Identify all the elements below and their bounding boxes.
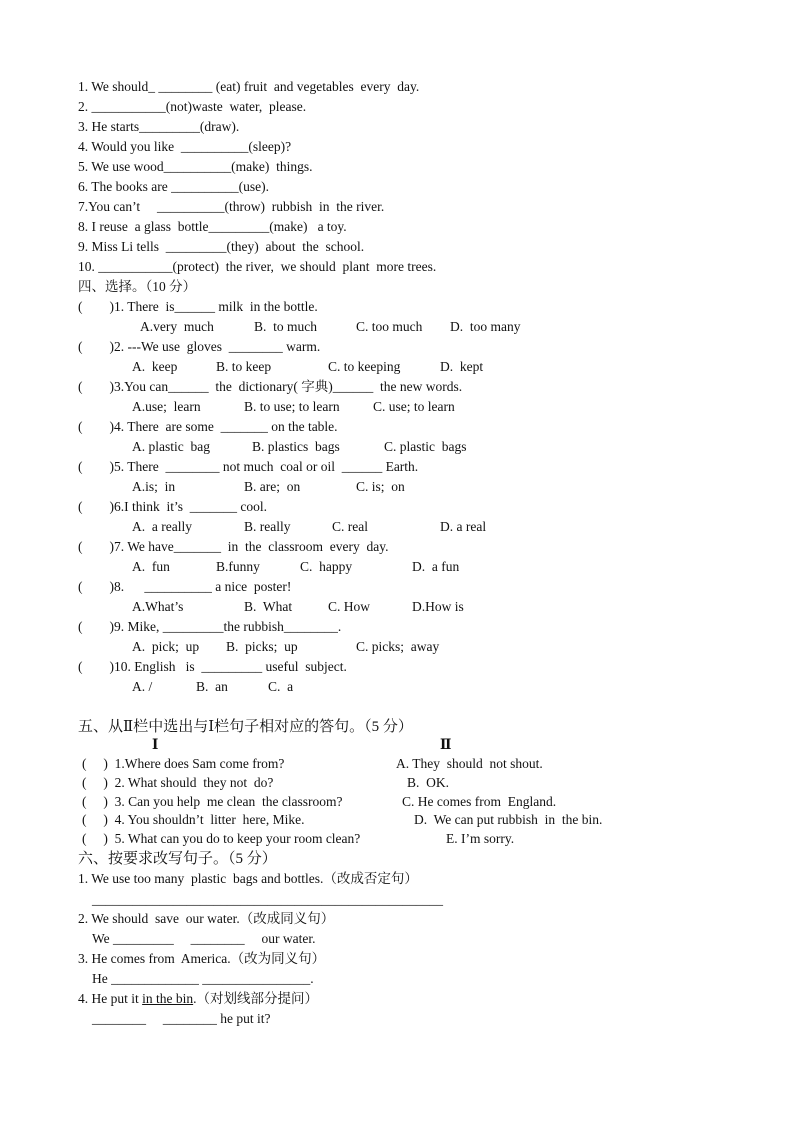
fill-in-item-7: 7.You can’t __________(throw) rubbish in the river. [78,199,385,214]
fill-in-item-4: 4. Would you like __________(sleep)? [78,139,292,154]
mc-q6-option-c: C. real [332,519,368,534]
match-question-1: ( ) 1.Where does Sam come from? [82,756,285,771]
mc-q1-option-c: C. too much [356,319,423,334]
fill-in-item-9: 9. Miss Li tells _________(they) about the school. [78,239,365,254]
match-question-5: ( ) 5. What can you do to keep your room clean? [82,831,361,846]
mc-q4-option-a: A. plastic bag [132,439,210,454]
mc-q5-option-b: B. are; on [244,479,301,494]
fill-in-item-3: 3. He starts_________(draw). [78,119,240,134]
section6-title: 六、按要求改写句子。（5 分） [78,851,277,867]
mc-q9-option-a: A. pick; up [132,639,200,654]
match-question-4: ( ) 4. You shouldn’t litter here, Mike. [82,812,305,827]
mc-question-2: ( )2. ---We use gloves ________ warm. [78,339,321,354]
mc-question-9: ( )9. Mike, _________the rubbish________. [78,619,342,634]
rewrite-q4-text-after: .（对划线部分提问） [193,991,318,1006]
mc-q10-option-a: A. / [132,679,153,694]
match-answer-a: A. They should not shout. [396,756,543,771]
match-question-2: ( ) 2. What should they not do? [82,775,274,790]
mc-q10-option-b: B. an [196,679,228,694]
mc-q7-option-c: C. happy [300,559,353,574]
mc-q3-option-a: A.use; learn [132,399,201,414]
rewrite-answer-line-2: We _________ ________ our water. [92,931,316,946]
mc-q8-option-c: C. How [328,599,371,614]
mc-q1-option-b: B. to much [254,319,317,334]
mc-q2-option-a: A. keep [132,359,178,374]
mc-question-6: ( )6.I think it’s _______ cool. [78,499,267,514]
fill-in-item-2: 2. ___________(not)waste water, please. [78,99,307,114]
match-answer-b: B. OK. [407,775,450,790]
match-answer-c: C. He comes from England. [402,794,557,809]
mc-q8-option-b: B. What [244,599,293,614]
mc-question-8: ( )8. __________ a nice poster! [78,579,292,594]
mc-question-5: ( )5. There ________ not much coal or oil ______ Earth. [78,459,419,474]
mc-q4-option-b: B. plastics bags [252,439,340,454]
match-question-3: ( ) 3. Can you help me clean the classroom? [82,794,343,809]
mc-q8-option-d: D.How is [412,599,464,614]
rewrite-answer-line-3: He _____________ ________________. [92,971,314,986]
rewrite-question-2: 2. We should save our water.（改成同义句） [78,911,335,926]
mc-q7-option-b: B.funny [216,559,260,574]
match-answer-e: E. I’m sorry. [446,831,515,846]
section5-title: 五、从Ⅱ栏中选出与Ⅰ栏句子相对应的答句。（5 分） [78,719,413,735]
column-ii-heading: Ⅱ [440,737,452,752]
fill-in-item-6: 6. The books are __________(use). [78,179,269,194]
mc-q6-option-b: B. really [244,519,291,534]
fill-in-item-1: 1. We should_ ________ (eat) fruit and vegetables every day. [78,79,420,94]
mc-question-1: ( )1. There is______ milk in the bottle. [78,299,318,314]
mc-q2-option-b: B. to keep [216,359,272,374]
mc-q6-option-d: D. a real [440,519,487,534]
column-i-heading: Ⅰ [152,737,159,752]
mc-q1-option-a: A.very much [140,319,214,334]
mc-q4-option-c: C. plastic bags [384,439,467,454]
mc-question-7: ( )7. We have_______ in the classroom every day. [78,539,389,554]
mc-q5-option-a: A.is; in [132,479,176,494]
rewrite-question-4 [78,991,318,1007]
mc-q9-option-b: B. picks; up [226,639,298,654]
fill-in-item-5: 5. We use wood__________(make) things. [78,159,313,174]
mc-q3-option-b: B. to use; to learn [244,399,340,414]
mc-q2-option-d: D. kept [440,359,484,374]
mc-q7-option-d: D. a fun [412,559,460,574]
mc-q1-option-d: D. too many [450,319,521,334]
mc-q8-option-a: A.What’s [132,599,184,614]
rewrite-answer-line-1: ____________________________________________________ [92,892,443,907]
rewrite-question-3: 3. He comes from America.（改为同义句） [78,951,326,966]
mc-q10-option-c: C. a [268,679,294,694]
match-answer-d: D. We can put rubbish in the bin. [414,812,603,827]
mc-question-3: ( )3.You can______ the dictionary( 字典)______ the new words. [78,379,463,394]
mc-q2-option-c: C. to keeping [328,359,401,374]
mc-question-10: ( )10. English is _________ useful subject. [78,659,347,674]
mc-q9-option-c: C. picks; away [356,639,440,654]
fill-in-item-8: 8. I reuse a glass bottle_________(make) a toy. [78,219,347,234]
rewrite-q4-text-before: 4. He put it [78,991,143,1006]
section4-title: 四、选择。（10 分） [78,279,197,294]
rewrite-answer-line-4: ________ ________ he put it? [92,1011,271,1026]
mc-q3-option-c: C. use; to learn [373,399,455,414]
mc-q5-option-c: C. is; on [356,479,405,494]
fill-in-item-10: 10. ___________(protect) the river, we should plant more trees. [78,259,437,274]
rewrite-question-1: 1. We use too many plastic bags and bottles.（改成否定句） [78,871,418,886]
mc-q6-option-a: A. a really [132,519,192,534]
rewrite-q4-underlined-phrase: in the bin [142,991,194,1006]
mc-q7-option-a: A. fun [132,559,170,574]
mc-question-4: ( )4. There are some _______ on the table. [78,419,338,434]
